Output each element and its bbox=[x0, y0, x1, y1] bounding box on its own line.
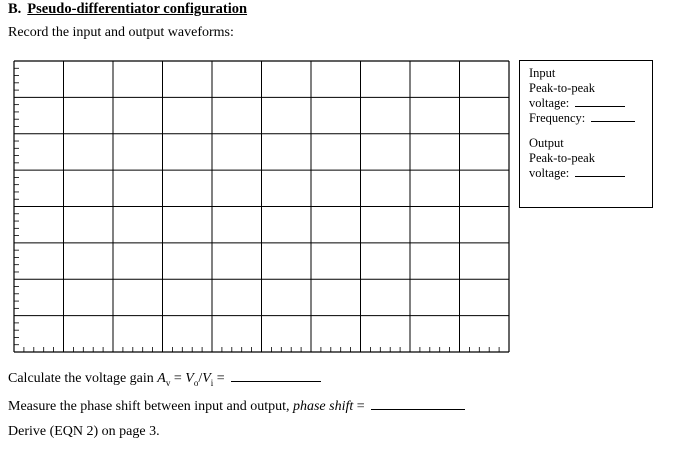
output-pp-label: Peak-to-peak bbox=[529, 151, 595, 165]
phase-answer-blank[interactable] bbox=[371, 408, 465, 410]
derive-note: Derive (EQN 2) on page 3. bbox=[8, 424, 160, 439]
gain-symbol-sub: v bbox=[165, 377, 171, 388]
instruction-text: Record the input and output waveforms: bbox=[8, 25, 234, 40]
input-frequency-blank[interactable] bbox=[591, 120, 635, 122]
section-letter: B. bbox=[8, 1, 22, 17]
gain-symbol: A bbox=[157, 371, 166, 386]
gain-numerator-sub: o bbox=[193, 377, 199, 388]
gain-numerator: V bbox=[185, 371, 194, 386]
phase-prefix: Measure the phase shift between input and output, bbox=[8, 399, 290, 414]
output-voltage-row bbox=[529, 166, 652, 181]
output-heading: Output bbox=[529, 136, 564, 150]
gain-denominator-sub: i bbox=[210, 377, 214, 388]
input-heading: Input bbox=[529, 66, 556, 80]
input-voltage-label: voltage: bbox=[529, 96, 570, 110]
input-pp-label: Peak-to-peak bbox=[529, 81, 595, 95]
phase-question bbox=[8, 399, 465, 415]
output-voltage-label: voltage: bbox=[529, 166, 570, 180]
gain-denominator: V bbox=[202, 371, 211, 386]
section-title: Pseudo-differentiator configuration bbox=[27, 1, 248, 17]
input-voltage-row bbox=[529, 96, 652, 111]
gain-question bbox=[8, 371, 321, 388]
gain-slash: / bbox=[198, 371, 203, 386]
input-frequency-row bbox=[529, 111, 652, 126]
gain-prefix: Calculate the voltage gain bbox=[8, 371, 154, 386]
output-voltage-blank[interactable] bbox=[575, 175, 625, 177]
input-frequency-label: Frequency: bbox=[529, 111, 586, 125]
phase-label: phase shift bbox=[292, 399, 354, 414]
gain-equals-2: = bbox=[213, 371, 225, 386]
input-voltage-blank[interactable] bbox=[575, 105, 625, 107]
measurement-box bbox=[519, 60, 653, 208]
gain-equals-1: = bbox=[170, 371, 186, 386]
gain-answer-blank[interactable] bbox=[231, 380, 321, 382]
phase-equals: = bbox=[353, 399, 365, 414]
